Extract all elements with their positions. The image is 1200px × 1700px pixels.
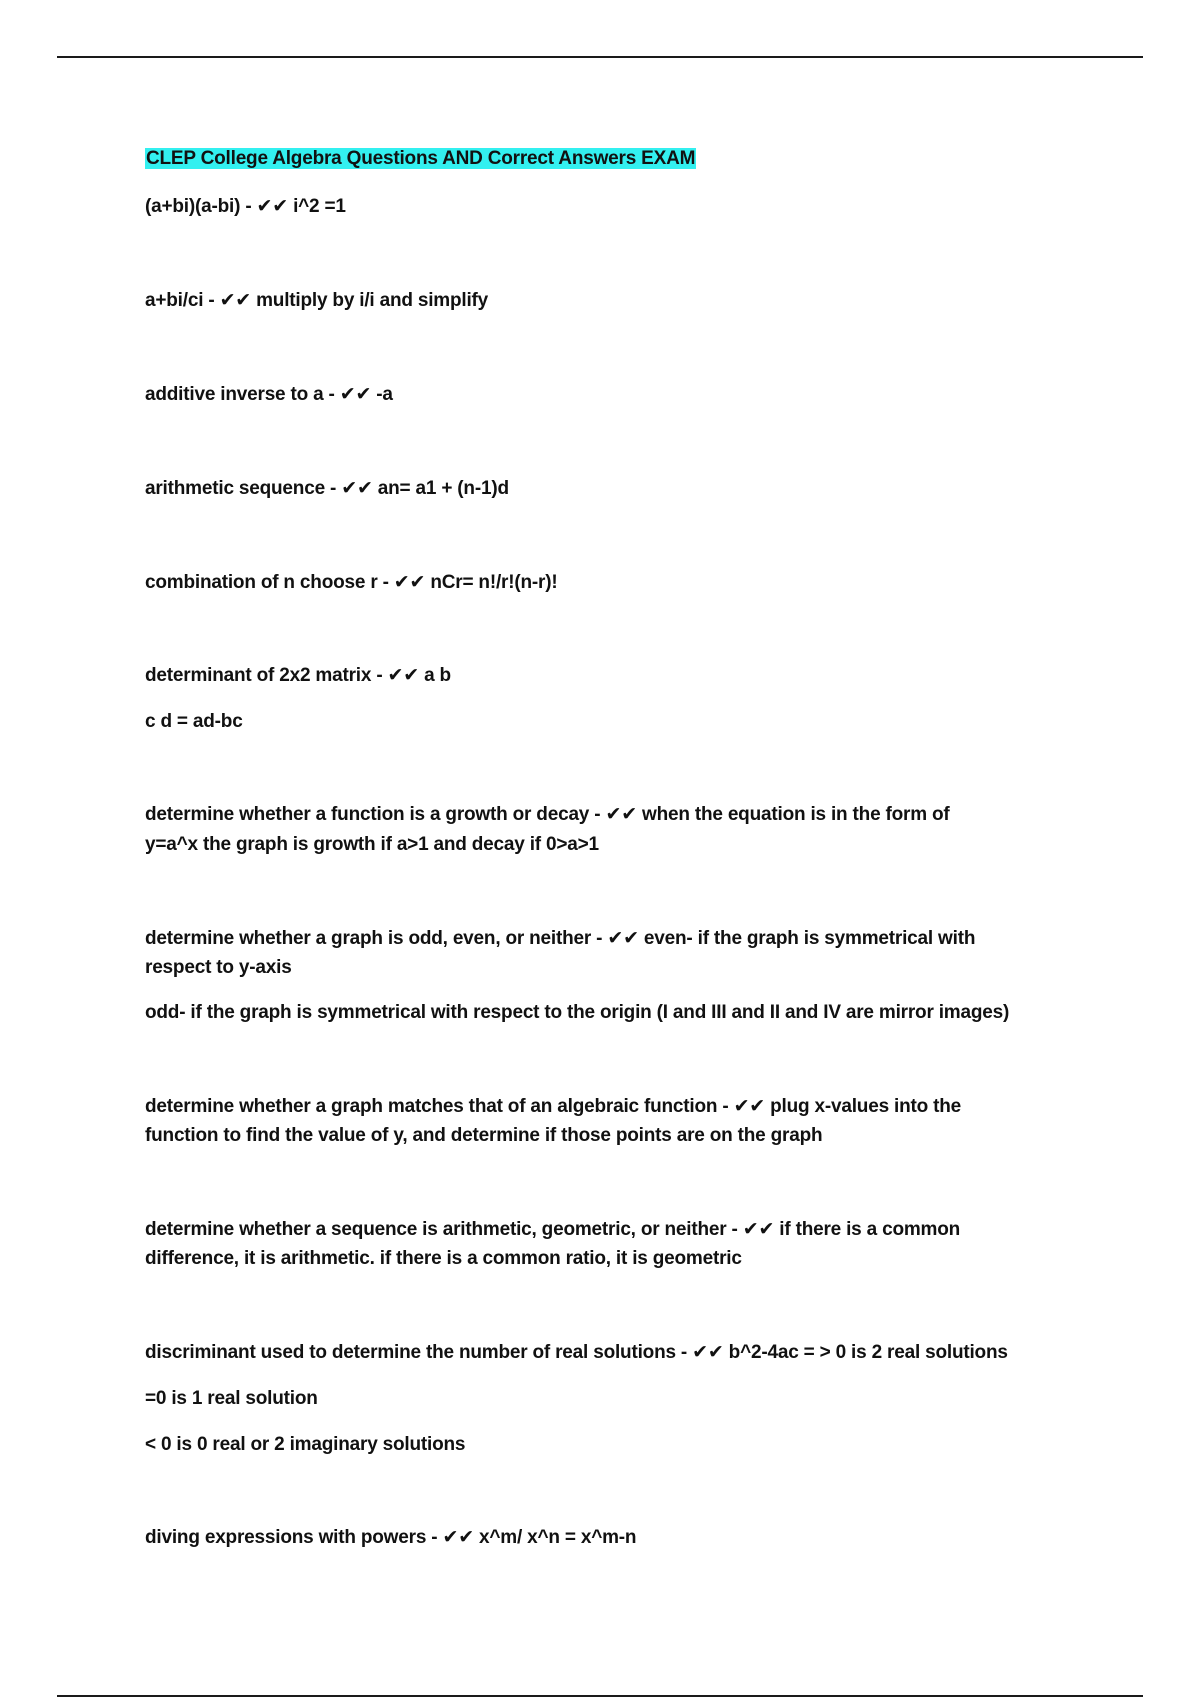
check-mark-icon: ✔✔ (742, 1219, 775, 1240)
entry-0 (145, 192, 346, 221)
entry-extra: =0 is 1 real solution (145, 1388, 318, 1409)
entry-term: determine whether a function is a growth or decay - (145, 804, 606, 825)
check-mark-icon: ✔✔ (387, 665, 419, 686)
entry-extra: < 0 is 0 real or 2 imaginary solutions (145, 1434, 466, 1455)
entry-2 (145, 380, 393, 409)
entry-term: a+bi/ci - (145, 290, 220, 311)
entry-9 (145, 1215, 960, 1244)
entry-extra: odd- if the graph is symmetrical with respect to the origin (I and III and II and IV are mirror images) (145, 1002, 1010, 1023)
entry-7-continuation (145, 953, 292, 982)
check-mark-icon: ✔✔ (733, 1096, 766, 1117)
check-mark-icon: ✔✔ (692, 1342, 724, 1363)
entry-term: additive inverse to a - (145, 384, 340, 405)
check-mark-icon: ✔✔ (605, 804, 637, 825)
entry-answer-cont: difference, it is arithmetic. if there is a common ratio, it is geometric (145, 1248, 742, 1269)
entry-answer: a b (418, 665, 451, 686)
entry-10-extra-line (145, 1430, 465, 1459)
entry-answer: even- if the graph is symmetrical with (638, 928, 976, 949)
entry-9-continuation (145, 1244, 742, 1273)
check-mark-icon: ✔✔ (219, 290, 252, 311)
entry-answer: when the equation is in the form of (636, 804, 950, 825)
check-mark-icon: ✔✔ (339, 384, 372, 405)
entry-term: diving expressions with powers - (145, 1527, 443, 1548)
entry-answer: if there is a common (774, 1219, 961, 1240)
entry-extra: c d = ad-bc (145, 711, 243, 732)
entry-3 (145, 474, 509, 503)
entry-answer: -a (371, 384, 393, 405)
check-mark-icon: ✔✔ (393, 572, 426, 593)
entry-10 (145, 1338, 1008, 1367)
entry-10-extra-line (145, 1384, 318, 1413)
entry-term: determine whether a graph matches that of an algebraic function - (145, 1096, 734, 1117)
entry-term: determine whether a sequence is arithmetic, geometric, or neither - (145, 1219, 743, 1240)
footer-rule (57, 1695, 1143, 1697)
entry-answer-cont: y=a^x the graph is growth if a>1 and decay if 0>a>1 (145, 834, 599, 855)
entry-term: determine whether a graph is odd, even, or neither - (145, 928, 608, 949)
header-rule (57, 56, 1143, 58)
entry-answer-cont: function to find the value of y, and determine if those points are on the graph (145, 1125, 823, 1146)
entry-answer: x^m/ x^n = x^m-n (473, 1527, 637, 1548)
entry-answer: b^2-4ac = > 0 is 2 real solutions (723, 1342, 1008, 1363)
entry-answer: nCr= n!/r!(n-r)! (425, 572, 558, 593)
entry-term: determinant of 2x2 matrix - (145, 665, 388, 686)
entry-5 (145, 661, 451, 690)
entry-7 (145, 924, 975, 953)
entry-answer: an= a1 + (n-1)d (372, 478, 509, 499)
entry-8-continuation (145, 1121, 822, 1150)
entry-6-continuation (145, 830, 599, 859)
check-mark-icon: ✔✔ (256, 196, 288, 217)
check-mark-icon: ✔✔ (607, 928, 639, 949)
entry-answer: multiply by i/i and simplify (251, 290, 489, 311)
entry-answer: i^2 =1 (287, 196, 346, 217)
entry-8 (145, 1092, 961, 1121)
entry-term: discriminant used to determine the number of real solutions - (145, 1342, 693, 1363)
check-mark-icon: ✔✔ (341, 478, 373, 499)
entry-6 (145, 800, 950, 829)
entry-answer-cont: respect to y-axis (145, 957, 292, 978)
entry-term: combination of n choose r - (145, 572, 394, 593)
entry-1 (145, 286, 488, 315)
check-mark-icon: ✔✔ (442, 1527, 474, 1548)
entry-7-extra-line (145, 998, 1009, 1027)
entry-term: arithmetic sequence - (145, 478, 342, 499)
entry-4 (145, 568, 557, 597)
entry-5-extra-line (145, 707, 243, 736)
entry-term: (a+bi)(a-bi) - (145, 196, 257, 217)
document-title-line (145, 144, 696, 173)
entry-answer: plug x-values into the (765, 1096, 962, 1117)
entry-11 (145, 1523, 636, 1552)
document-title: CLEP College Algebra Questions AND Correct Answers EXAM (146, 148, 696, 169)
